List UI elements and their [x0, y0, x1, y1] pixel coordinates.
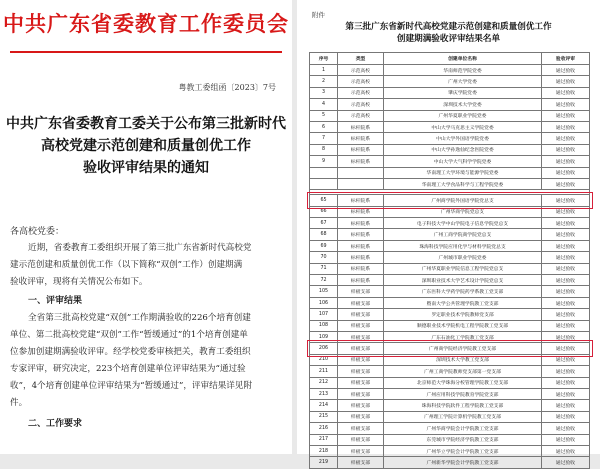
- table-row: [310, 263, 590, 274]
- table-cell: 广州华商学院党总支: [384, 206, 542, 217]
- table-cell: 标杆院系: [338, 195, 384, 206]
- table-cell: 样板支部: [338, 400, 384, 411]
- table-cell: 华南理工大学环境与能源学院党委: [384, 167, 542, 178]
- title-line: 创建期满验收评审结果名单: [396, 34, 501, 44]
- table-cell: 样板支部: [338, 434, 384, 445]
- table-cell: 66: [310, 206, 338, 217]
- table-cell: 标杆院系: [338, 252, 384, 263]
- table-cell: 广州华夏职业学院信息工程学院党总支: [384, 263, 542, 274]
- table-cell: 1: [310, 65, 338, 76]
- table-cell: 中山大学孙逸仙纪念医院党委: [384, 144, 542, 155]
- table-cell: 108: [310, 320, 338, 331]
- table-cell: [310, 178, 338, 189]
- table-cell: 广州华商学院会计学院教工党支部: [384, 423, 542, 434]
- table-cell: 68: [310, 229, 338, 240]
- table-cell: 通过验收: [542, 206, 590, 217]
- table-cell: [310, 167, 338, 178]
- table-cell: 通过验收: [542, 366, 590, 377]
- table-cell: 通过验收: [542, 110, 590, 121]
- table-cell: 暨南大学公共管理学院教工党支部: [384, 297, 542, 308]
- table-row: [310, 99, 590, 110]
- table-cell: 3: [310, 87, 338, 98]
- results-paragraph: [10, 310, 285, 412]
- table-row: [310, 229, 590, 240]
- table-cell: 72: [310, 275, 338, 286]
- table-cell: 华南师范学院党委: [384, 65, 542, 76]
- table-row: [310, 366, 590, 377]
- table-cell: 通过验收: [542, 275, 590, 286]
- addressee: 各高校党委：: [10, 227, 65, 237]
- table-cell: 216: [310, 423, 338, 434]
- table-cell: 示范高校: [338, 87, 384, 98]
- table-row: [310, 286, 590, 297]
- table-cell: 广州理工学院计算机学院教工党支部: [384, 411, 542, 422]
- table-cell: 通过验收: [542, 156, 590, 167]
- table-cell: 示范高校: [338, 110, 384, 121]
- table-cell: 样板支部: [338, 297, 384, 308]
- table-cell: 通过验收: [542, 331, 590, 342]
- results-table: [309, 52, 590, 469]
- table-cell: [338, 178, 384, 189]
- table-cell: 标杆院系: [338, 156, 384, 167]
- table-cell: 广东医科大学药学院药学系教工党支部: [384, 286, 542, 297]
- attachment-label: 附件: [312, 11, 325, 19]
- table-cell: 通过验收: [542, 309, 590, 320]
- text-line: 收”，4个培育创建单位评审结果为“暂缓通过”，评审结果详见附: [10, 381, 253, 391]
- table-cell: 通过验收: [542, 240, 590, 251]
- table-row: [310, 65, 590, 76]
- table-cell: 通过验收: [542, 99, 590, 110]
- header-cell: 创建单位名称: [384, 53, 542, 65]
- table-row: [310, 76, 590, 87]
- table-cell: 珠海科技学院软件工程学院教工党支部: [384, 400, 542, 411]
- table-cell: 109: [310, 331, 338, 342]
- table-cell: 通过验收: [542, 195, 590, 206]
- table-row: [310, 320, 590, 331]
- table-cell: 样板支部: [338, 331, 384, 342]
- table-cell: 通过验收: [542, 218, 590, 229]
- intro-paragraph: [10, 240, 285, 291]
- table-cell: 215: [310, 411, 338, 422]
- table-row: [310, 240, 590, 251]
- header-cell: 类型: [338, 53, 384, 65]
- table-cell: 标杆院系: [338, 133, 384, 144]
- red-divider: [10, 51, 282, 53]
- table-cell: 通过验收: [542, 87, 590, 98]
- table-cell: 106: [310, 297, 338, 308]
- notice-title: [0, 113, 292, 179]
- table-cell: 标杆院系: [338, 218, 384, 229]
- table-cell: 示范高校: [338, 99, 384, 110]
- header-cell: 序号: [310, 53, 338, 65]
- table-cell: 标杆院系: [338, 206, 384, 217]
- table-cell: 罗定职业技术学院教师党支部: [384, 309, 542, 320]
- issuer-header: 中共广东省委教育工作委员会: [3, 11, 289, 36]
- table-cell: 5: [310, 110, 338, 121]
- table-cell: 206: [310, 343, 338, 354]
- table-header-row: [310, 53, 590, 65]
- table-row: [310, 156, 590, 167]
- table-row: [310, 411, 590, 422]
- table-cell: 样板支部: [338, 423, 384, 434]
- table-cell: 样板支部: [338, 457, 384, 468]
- text-line: 全省第三批高校党建“双创”工作期满验收的226个培育创建: [28, 313, 251, 323]
- table-cell: 标杆院系: [338, 229, 384, 240]
- table-cell: 通过验收: [542, 423, 590, 434]
- section-heading-results: 一、评审结果: [28, 296, 83, 306]
- table-row: [310, 457, 590, 468]
- table-cell: 东莞城市学院经济学院教工党支部: [384, 434, 542, 445]
- text-line: 单位、第二批高校党建“双创”工作“暂缓通过”的1个培育创建单: [10, 330, 248, 340]
- table-cell: 广州商学院经济学院教工党支部: [384, 343, 542, 354]
- table-cell: 样板支部: [338, 320, 384, 331]
- table-cell: 通过验收: [542, 286, 590, 297]
- table-cell: 67: [310, 218, 338, 229]
- table-cell: 通过验收: [542, 252, 590, 263]
- table-cell: 通过验收: [542, 377, 590, 388]
- table-cell: 8: [310, 144, 338, 155]
- table-row: [310, 144, 590, 155]
- table-cell: 6: [310, 121, 338, 132]
- table-cell: 广州新华学院会计学院教工党支部: [384, 457, 542, 468]
- attachment-title: [297, 21, 600, 45]
- table-cell: 北京师范大学珠海分校管理学院教工党支部: [384, 377, 542, 388]
- table-cell: 华南理工大学食品科学与工程学院党委: [384, 178, 542, 189]
- highlight-box: [307, 192, 593, 209]
- table-row: [310, 309, 590, 320]
- table-cell: 广州城市职业学院党委: [384, 252, 542, 263]
- table-cell: 218: [310, 445, 338, 456]
- table-cell: 通过验收: [542, 434, 590, 445]
- table-row: [310, 133, 590, 144]
- table-cell: 标杆院系: [338, 144, 384, 155]
- table-cell: 样板支部: [338, 354, 384, 365]
- table-row: [310, 275, 590, 286]
- text-line: 专家评审，研究决定，223个培育创建单位评审结果为“通过验: [10, 364, 246, 374]
- table-cell: 71: [310, 263, 338, 274]
- table-cell: 样板支部: [338, 377, 384, 388]
- table-cell: 肇庆学院党委: [384, 87, 542, 98]
- table-cell: 通过验收: [542, 133, 590, 144]
- table-cell: 通过验收: [542, 445, 590, 456]
- table-row: [310, 388, 590, 399]
- table-cell: 样板支部: [338, 343, 384, 354]
- table-cell: 通过验收: [542, 400, 590, 411]
- table-cell: 广州商学院外国语学院党总支: [384, 195, 542, 206]
- table-row: [310, 445, 590, 456]
- table-cell: 示范高校: [338, 65, 384, 76]
- table-cell: 65: [310, 195, 338, 206]
- text-line: 位参加创建期满验收评审。经学校党委审核把关，教育工委组织: [10, 347, 251, 357]
- table-row: [310, 87, 590, 98]
- notice-page: [0, 0, 292, 454]
- table-cell: 通过验收: [542, 167, 590, 178]
- table-row: [310, 110, 590, 121]
- table-cell: 通过验收: [542, 320, 590, 331]
- table-cell: 219: [310, 457, 338, 468]
- section-heading-requirements: 二、工作要求: [28, 419, 83, 429]
- table-cell: 样板支部: [338, 445, 384, 456]
- table-cell: 广州工商学院教师党支部第一党支部: [384, 366, 542, 377]
- table-cell: 示范高校: [338, 76, 384, 87]
- table-cell: 通过验收: [542, 76, 590, 87]
- table-cell: 标杆院系: [338, 263, 384, 274]
- table-cell: 69: [310, 240, 338, 251]
- title-line: 第三批广东省新时代高校党建示范创建和质量创优工作: [345, 22, 552, 32]
- table-cell: 211: [310, 366, 338, 377]
- table-cell: 通过验收: [542, 178, 590, 189]
- table-row: [310, 297, 590, 308]
- table-cell: 9: [310, 156, 338, 167]
- title-line: 验收评审结果的通知: [83, 160, 209, 176]
- table-cell: 4: [310, 99, 338, 110]
- table-cell: 107: [310, 309, 338, 320]
- table-cell: 广州华立学院会计学院教工党支部: [384, 445, 542, 456]
- table-cell: 样板支部: [338, 366, 384, 377]
- table-cell: 电子科技大学中山学院电子信息学院党总支: [384, 218, 542, 229]
- table-cell: 中山大学外国语学院党委: [384, 133, 542, 144]
- table-cell: 通过验收: [542, 388, 590, 399]
- table-row: [310, 167, 590, 178]
- table-cell: 213: [310, 388, 338, 399]
- table-cell: 通过验收: [542, 343, 590, 354]
- table-cell: 通过验收: [542, 65, 590, 76]
- table-cell: 标杆院系: [338, 121, 384, 132]
- table-cell: 顺德职业技术学院机电工程学院教工党支部: [384, 320, 542, 331]
- table-cell: 通过验收: [542, 121, 590, 132]
- text-line: 件。: [10, 398, 28, 408]
- document-number: 粤教工委组函〔2023〕7号: [178, 83, 276, 92]
- text-line: 验收评审，现将有关情况公布如下。: [10, 277, 148, 287]
- table-cell: 210: [310, 354, 338, 365]
- table-cell: 217: [310, 434, 338, 445]
- table-cell: 标杆院系: [338, 240, 384, 251]
- table-cell: 通过验收: [542, 457, 590, 468]
- table-cell: 通过验收: [542, 354, 590, 365]
- table-cell: 2: [310, 76, 338, 87]
- table-cell: 样板支部: [338, 388, 384, 399]
- table-row: [310, 252, 590, 263]
- table-cell: 212: [310, 377, 338, 388]
- table-body: [310, 65, 590, 469]
- table-cell: 深圳技术大学党委: [384, 99, 542, 110]
- table-cell: 广东石油化工学院教工党支部: [384, 331, 542, 342]
- table-row: [310, 423, 590, 434]
- text-line: 建示范创建和质量创优工作（以下简称“双创”工作）创建期满: [10, 260, 243, 270]
- table-cell: 样板支部: [338, 309, 384, 320]
- table-cell: 样板支部: [338, 411, 384, 422]
- table-cell: 105: [310, 286, 338, 297]
- table-cell: 深圳职业技术大学艺术设计学院党总支: [384, 275, 542, 286]
- table-cell: 通过验收: [542, 297, 590, 308]
- table-cell: 广州华夏职业学院党委: [384, 110, 542, 121]
- table-cell: 珠海科技学院应用化学与材料学院党总支: [384, 240, 542, 251]
- table-row: [310, 377, 590, 388]
- table-cell: 通过验收: [542, 263, 590, 274]
- table-row: [310, 121, 590, 132]
- title-line: 中共广东省委教育工委关于公布第三批新时代: [6, 116, 286, 132]
- table-cell: 样板支部: [338, 286, 384, 297]
- table-cell: 214: [310, 400, 338, 411]
- table-cell: 通过验收: [542, 144, 590, 155]
- table-cell: 广州应用科技学院教育学院党支部: [384, 388, 542, 399]
- highlight-box: [307, 340, 593, 357]
- title-line: 高校党建示范创建和质量创优工作: [41, 138, 251, 154]
- table-cell: 中山大学马克思主义学院党委: [384, 121, 542, 132]
- table-cell: 70: [310, 252, 338, 263]
- table-cell: 通过验收: [542, 229, 590, 240]
- table-cell: 标杆院系: [338, 275, 384, 286]
- table-cell: [338, 167, 384, 178]
- table-row: [310, 218, 590, 229]
- header-cell: 验收评审: [542, 53, 590, 65]
- table-cell: 广州大学党委: [384, 76, 542, 87]
- table-cell: 深圳技术大学教工党支部: [384, 354, 542, 365]
- table-cell: 7: [310, 133, 338, 144]
- table-cell: 广州工商学院商学院党总支: [384, 229, 542, 240]
- table-cell: 通过验收: [542, 411, 590, 422]
- table-cell: 中山大学大气科学学院党委: [384, 156, 542, 167]
- table-row: [310, 400, 590, 411]
- attachment-page: [297, 0, 600, 466]
- table-row: [310, 178, 590, 189]
- text-line: 近期，省委教育工委组织开展了第三批广东省新时代高校党: [28, 243, 252, 253]
- table-row: [310, 434, 590, 445]
